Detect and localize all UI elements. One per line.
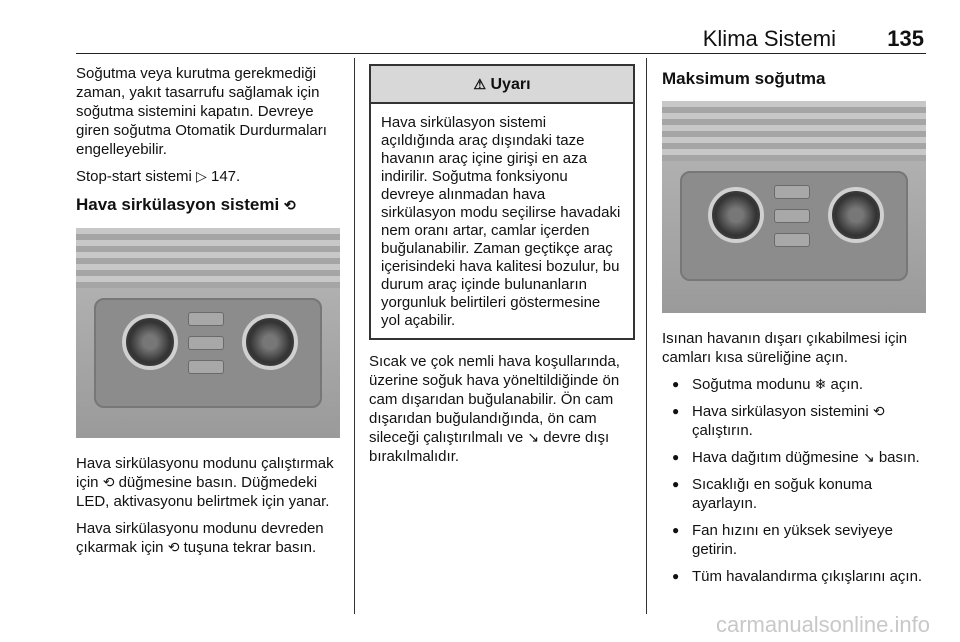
- paragraph: Stop-start sistemi ▷ 147.: [76, 168, 241, 185]
- list-item: ● Fan hızını en yüksek seviyeye getirin.: [662, 521, 928, 559]
- air-distribution-icon: ↘: [527, 429, 540, 445]
- list-item: ● Hava sirkülasyon sistemini ⟲ çalıştırın.: [662, 402, 928, 440]
- paragraph: Isınan havanın dışarı çıkabilmesi için camları kısa süreliğine açın.: [662, 330, 908, 366]
- warning-icon: ⚠: [473, 76, 487, 92]
- column-right: [662, 64, 928, 594]
- recirculation-icon: ⟲: [283, 197, 296, 213]
- section-heading: Hava sirkülasyon sistemi ⟲: [76, 195, 296, 214]
- watermark: carmanualsonline.info: [715, 612, 930, 637]
- step-list: [662, 375, 928, 586]
- temperature-knob: [122, 314, 178, 370]
- fan-knob: [242, 314, 298, 370]
- warning-header: ⚠ Uyarı: [371, 66, 633, 104]
- reference-arrow-icon: ▷: [196, 168, 207, 184]
- column-divider: [354, 58, 355, 614]
- recirculation-icon: ⟲: [167, 539, 180, 555]
- page-header: [76, 26, 926, 52]
- section-heading: Maksimum soğutma: [662, 69, 826, 88]
- list-item: ● Sıcaklığı en soğuk konuma ayarlayın.: [662, 475, 928, 513]
- paragraph: Hava sirkülasyonu modunu devreden çıkarmak için ⟲ tuşuna tekrar basın.: [76, 520, 324, 556]
- climate-control-panel-photo: [76, 228, 340, 438]
- temperature-knob: [708, 187, 764, 243]
- climate-control-panel-photo: [662, 101, 926, 313]
- warning-box: [369, 64, 635, 340]
- column-middle: [369, 64, 635, 474]
- column-divider: [646, 58, 647, 614]
- paragraph: Sıcak ve çok nemli hava koşullarında, üzerine soğuk hava yöneltildiğinde ön cam dışarıdan buğulanabilir. Ön cam dışarıdan buğulandığında, ön cam sileceği çalıştırılmalı ve ↘ devre dışı bırakılmalıdır.: [369, 353, 620, 465]
- paragraph: Hava sirkülasyonu modunu çalıştırmak için ⟲ düğmesine basın. Düğmedeki LED, aktivasyonu belirtmek için yanar.: [76, 455, 334, 510]
- paragraph: Soğutma veya kurutma gerekmediği zaman, yakıt tasarrufu sağlamak için soğutma sistemini kapatın. Devreye giren soğutma Otomatik Durdurmaları engelleyebilir.: [76, 65, 327, 158]
- section-title: Klima Sistemi: [702, 26, 836, 51]
- list-item: ● Hava dağıtım düğmesine ↘ basın.: [662, 448, 928, 467]
- fan-knob: [828, 187, 884, 243]
- header-rule: [76, 53, 926, 54]
- list-item: ● Tüm havalandırma çıkışlarını açın.: [662, 567, 928, 586]
- page-number: 135: [887, 26, 924, 51]
- column-left: [76, 64, 342, 565]
- snowflake-icon: ❄: [814, 376, 827, 392]
- recirculation-icon: ⟲: [872, 403, 885, 419]
- list-item: ● Soğutma modunu ❄ açın.: [662, 375, 928, 394]
- air-distribution-icon: ↘: [862, 449, 875, 465]
- page-reference-link[interactable]: 147.: [211, 168, 241, 185]
- recirculation-icon: ⟲: [102, 474, 115, 490]
- warning-text: Hava sirkülasyon sistemi açıldığında araç dışındaki taze havanın araç içine girişi en aza indirilir. Soğutma fonksiyonu devreye alınmadan hava sirkülasyon modu seçilirse havadaki nem oranı artar, camlar içerden buğulanabilir. Zaman geçtikçe araç içerisindeki hava kalitesi bozulur, bu durum araç içinde bulunanların yorgunluk belirtileri göstermesine yol açabilir.: [381, 114, 621, 329]
